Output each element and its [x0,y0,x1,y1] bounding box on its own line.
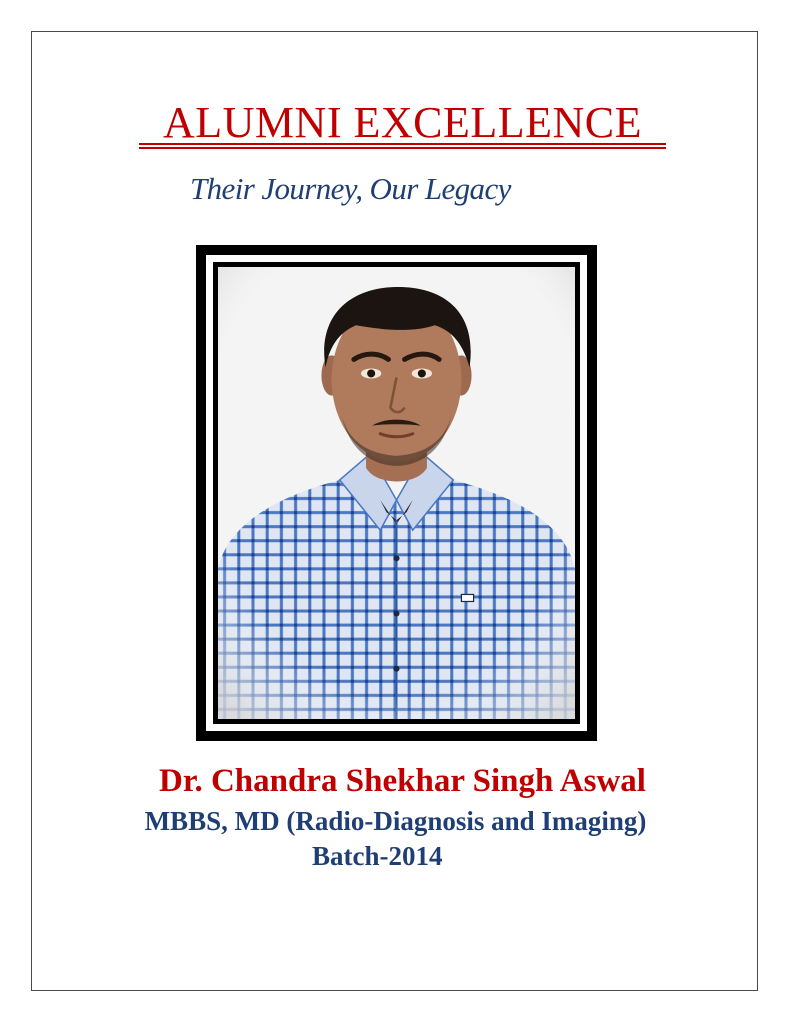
alumni-name: Dr. Chandra Shekhar Singh Aswal [159,763,646,799]
alumni-degree: MBBS, MD (Radio-Diagnosis and Imaging) [144,806,647,836]
alumni-batch: Batch-2014 [312,841,443,871]
page-title: ALUMNI EXCELLENCE [163,98,642,147]
photo-frame-white-band [206,255,587,731]
page-subtitle: Their Journey, Our Legacy [190,171,511,206]
portrait-photo [218,267,575,719]
portrait-illustration [218,267,575,719]
photo-frame-inner-border [213,262,580,724]
photo-frame [196,245,597,741]
title-double-underline [139,143,666,149]
